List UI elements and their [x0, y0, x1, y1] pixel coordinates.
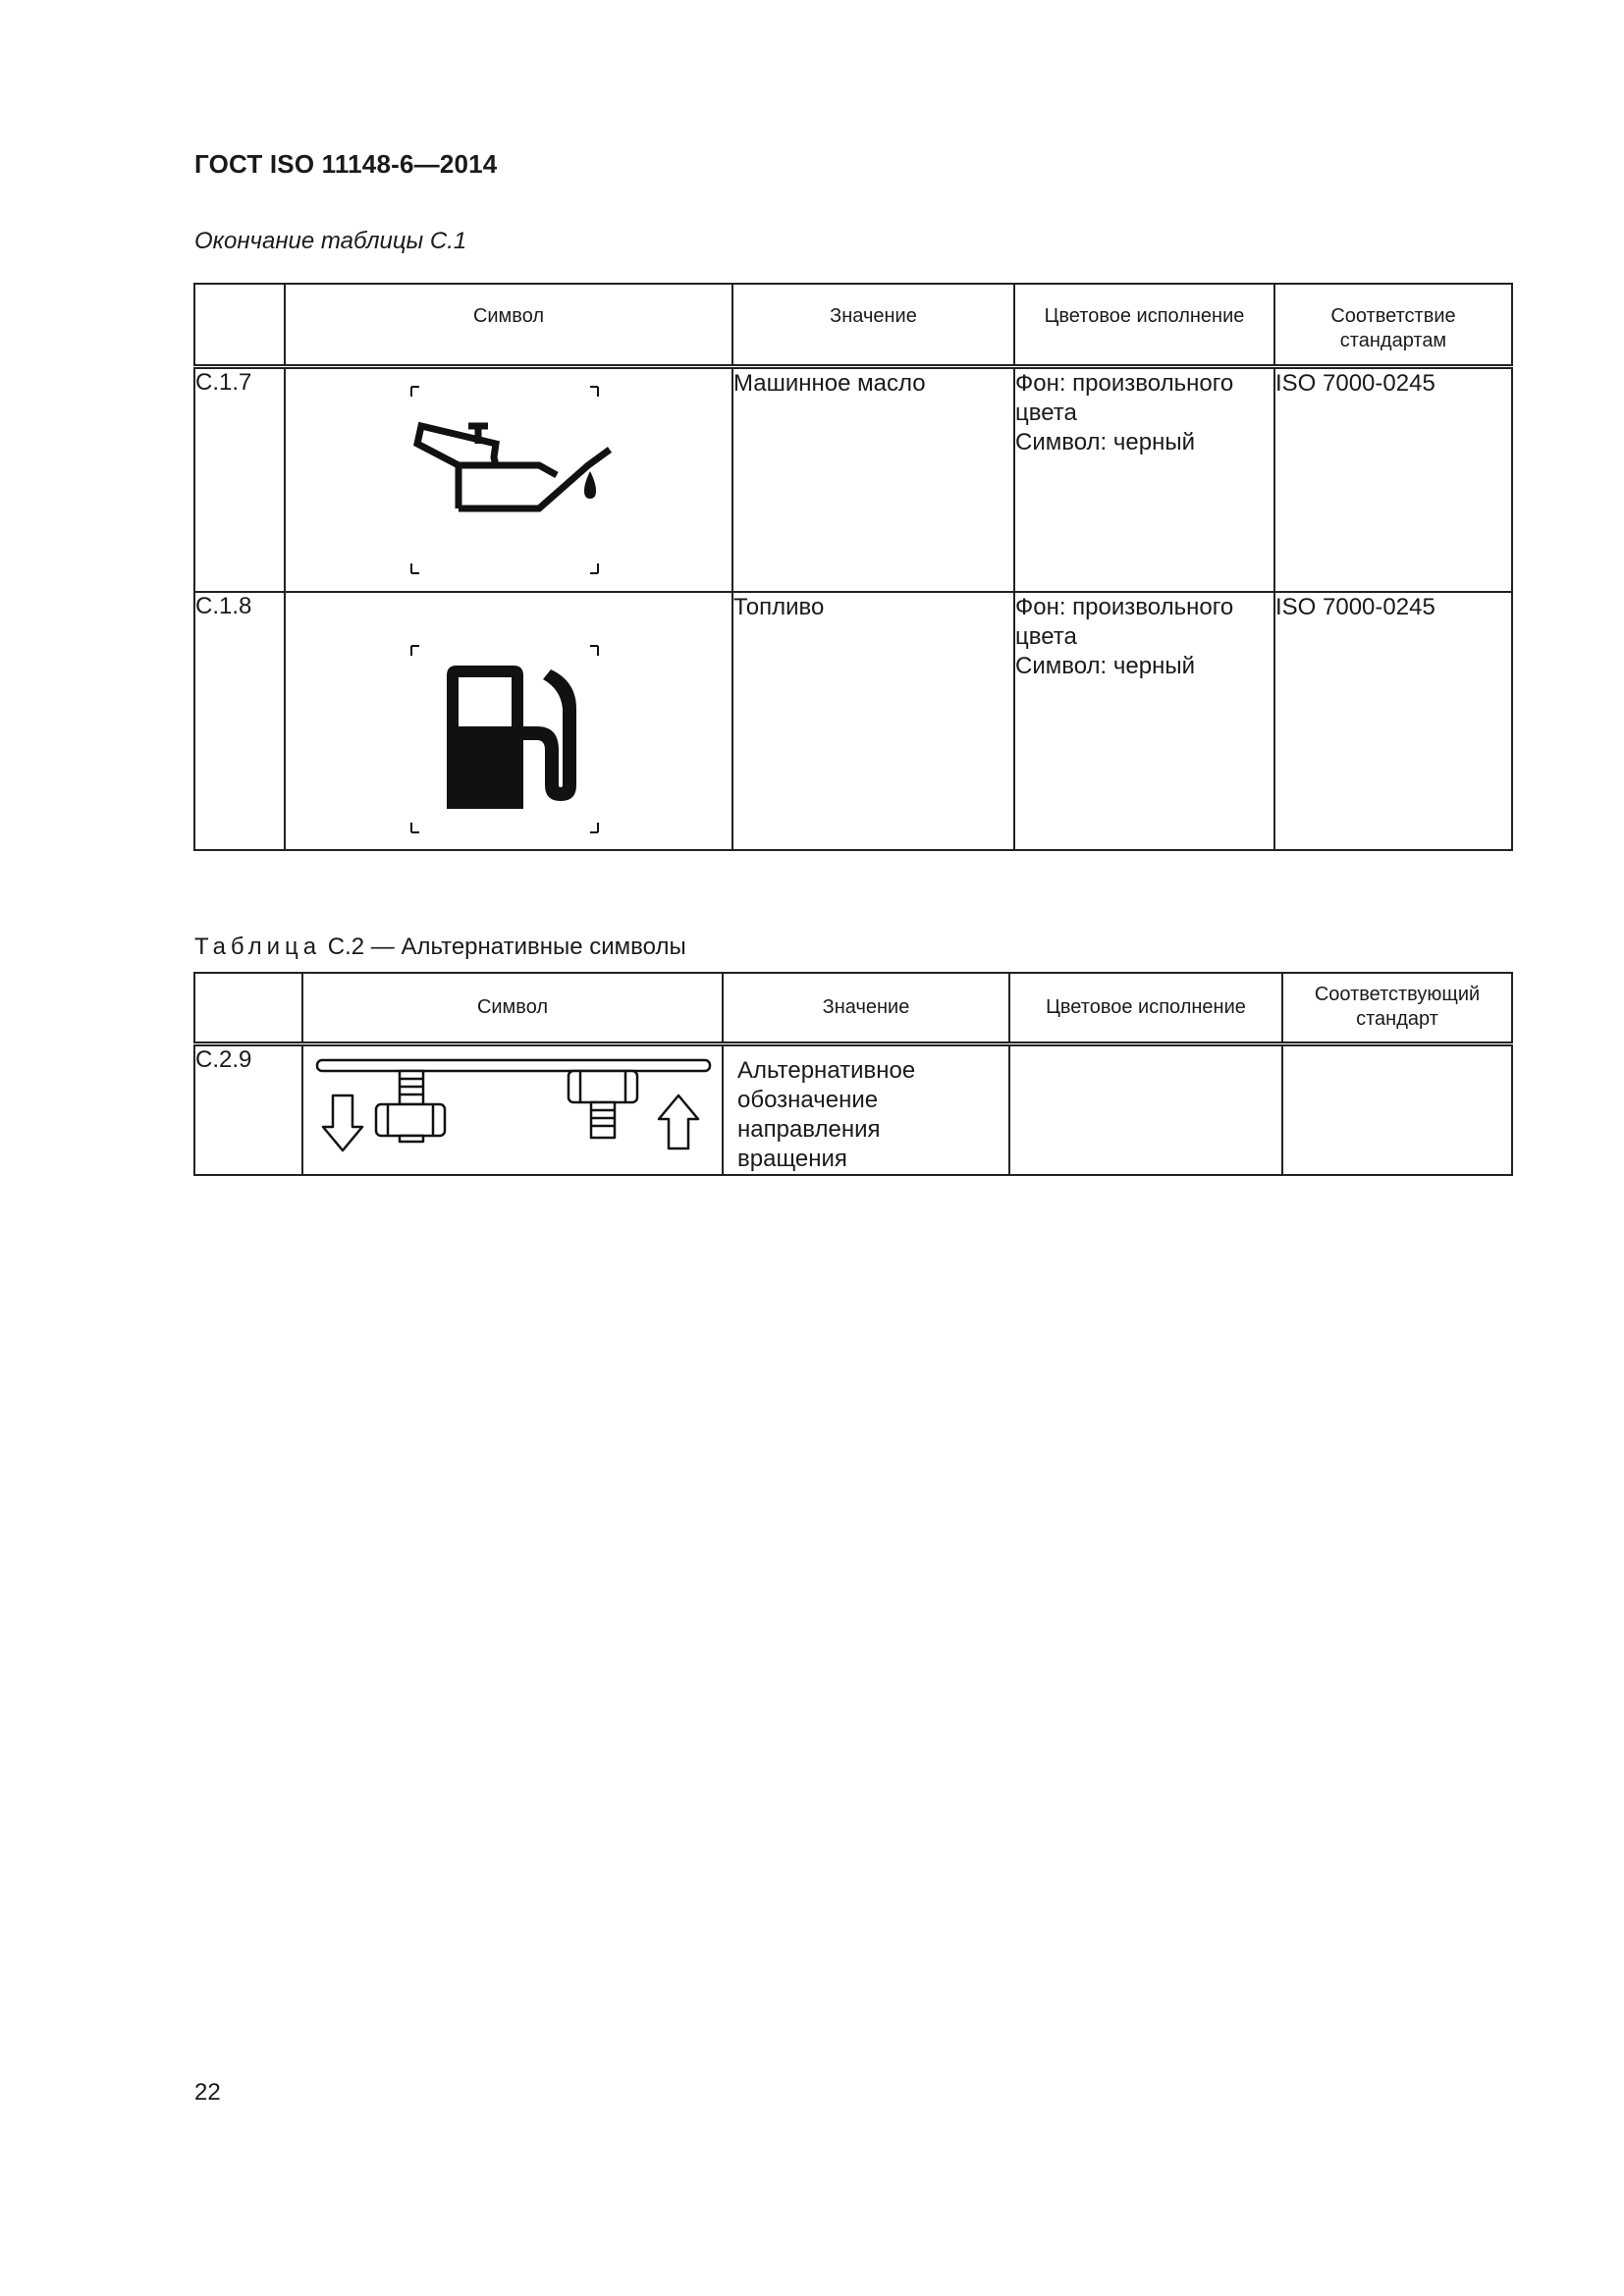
col-header-symbol: Символ — [302, 973, 723, 1043]
col-header-number — [194, 973, 302, 1043]
color-cell — [1014, 366, 1274, 592]
col-header-meaning: Значение — [732, 284, 1014, 366]
oil-can-icon — [286, 369, 733, 591]
col-header-standard: Соответствующий стандарт — [1282, 973, 1512, 1043]
row-code: С.2.9 — [194, 1043, 302, 1175]
table-row — [194, 366, 1512, 592]
table-row — [194, 1043, 1512, 1175]
table2-caption-prefix: Таблица — [194, 934, 322, 960]
table-row — [194, 592, 1512, 850]
meaning-cell: Топливо — [732, 592, 1014, 850]
table-c2 — [193, 972, 1513, 1176]
color-line: Фон: произвольного — [1015, 593, 1234, 620]
color-line: Символ: черный — [1015, 428, 1195, 455]
col-header-color: Цветовое исполнение — [1014, 284, 1274, 366]
symbol-cell — [302, 1043, 723, 1175]
color-cell — [1014, 592, 1274, 850]
table-header-row — [194, 284, 1512, 366]
symbol-cell — [285, 366, 732, 592]
fuel-pump-icon — [286, 593, 733, 849]
col-header-symbol: Символ — [285, 284, 732, 366]
color-line: цвета — [1015, 399, 1077, 426]
meaning-cell: Альтернативное обозначение направления вращения — [723, 1043, 1009, 1175]
table2-caption-text: С.2 — Альтернативные символы — [321, 934, 686, 960]
table-header-row — [194, 973, 1512, 1043]
rotation-direction-icon — [303, 1046, 724, 1166]
color-line: Фон: произвольного — [1015, 369, 1234, 397]
color-line: цвета — [1015, 622, 1077, 650]
row-code: С.1.8 — [194, 592, 285, 850]
col-header-standards: Соответствие стандартам — [1274, 284, 1512, 366]
standard-cell: ISO 7000-0245 — [1274, 592, 1512, 850]
col-header-number — [194, 284, 285, 366]
col-header-color: Цветовое исполнение — [1009, 973, 1282, 1043]
document-title: ГОСТ ISO 11148-6—2014 — [194, 149, 498, 179]
color-line: Символ: черный — [1015, 652, 1195, 679]
standard-cell: ISO 7000-0245 — [1274, 366, 1512, 592]
col-header-meaning: Значение — [723, 973, 1009, 1043]
table-c1 — [193, 283, 1513, 851]
color-cell — [1009, 1043, 1282, 1175]
page-number: 22 — [194, 2079, 221, 2106]
row-code: С.1.7 — [194, 366, 285, 592]
table1-caption: Окончание таблицы С.1 — [194, 228, 467, 254]
symbol-cell — [285, 592, 732, 850]
meaning-cell: Машинное масло — [732, 366, 1014, 592]
table2-caption — [194, 934, 686, 961]
standard-cell — [1282, 1043, 1512, 1175]
